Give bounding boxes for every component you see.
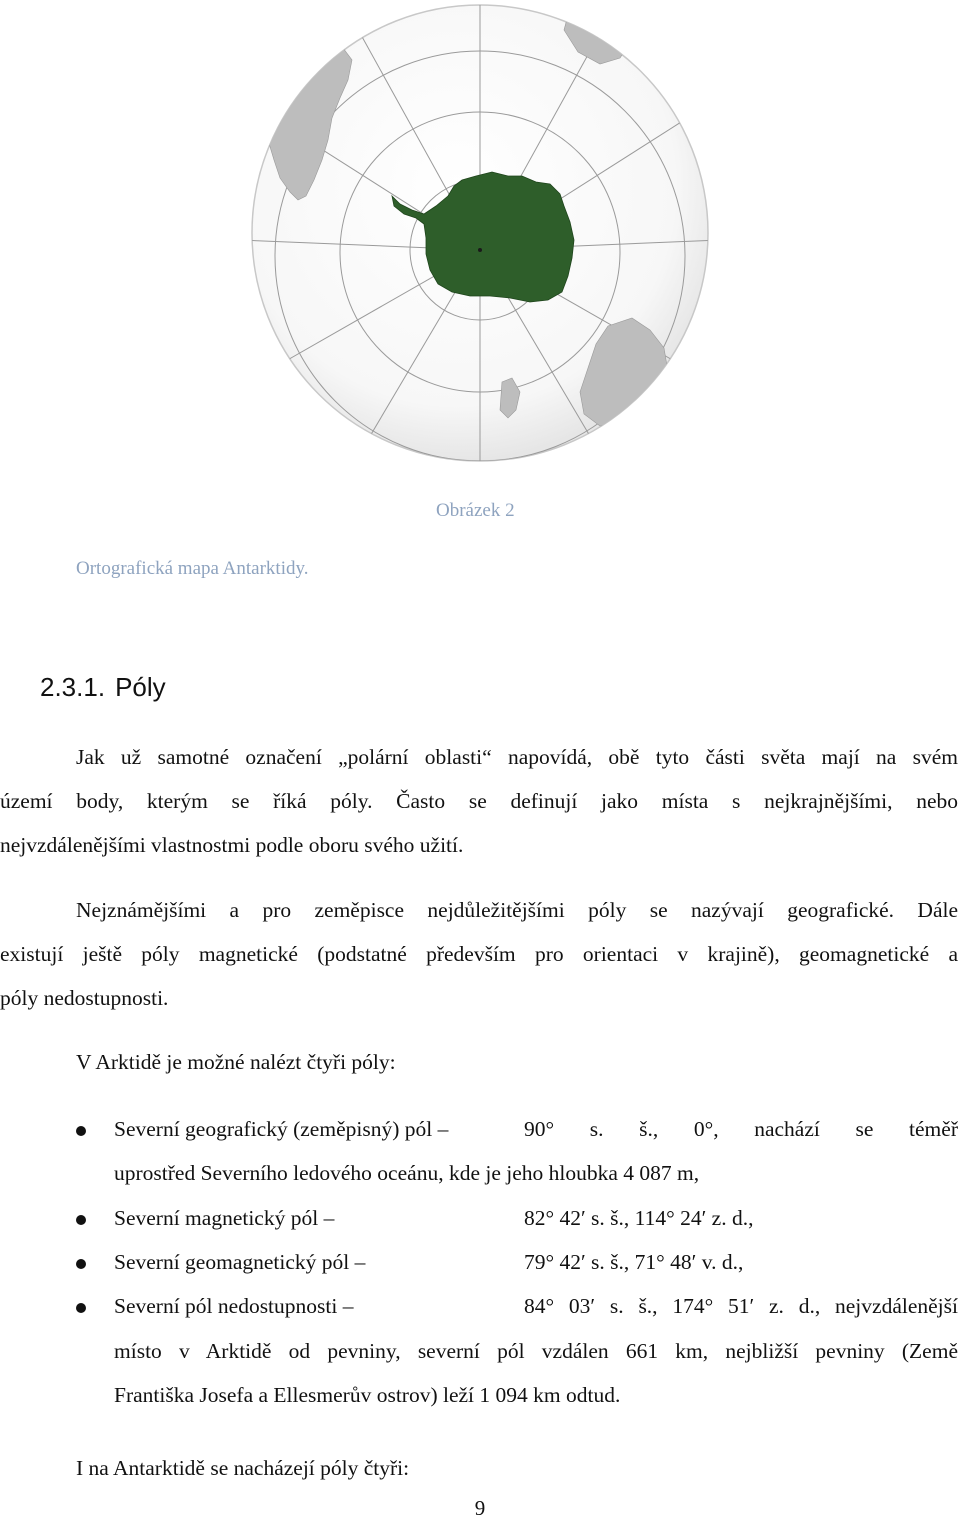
bullet-marker [76, 1126, 86, 1136]
bullet-1-value: 90° s. š., 0°, nachází se téměř [524, 1117, 958, 1141]
bullet-1-label: Severní geografický (zeměpisný) pól – [114, 1117, 449, 1141]
paragraph-3: V Arktidě je možné nalézt čtyři póly: [76, 1050, 396, 1074]
bullet-3-value: 79° 42′ s. š., 71° 48′ v. d., [524, 1250, 744, 1274]
figure-caption: Ortografická mapa Antarktidy. [76, 558, 309, 579]
bullet-4-continuation: Františka Josefa a Ellesmerův ostrov) leží 1 094 km odtud. [114, 1383, 621, 1407]
bullet-4-value: 84° 03′ s. š., 174° 51′ z. d., nejvzdálenější [524, 1294, 958, 1318]
bullet-2-value: 82° 42′ s. š., 114° 24′ z. d., [524, 1206, 754, 1230]
section-title: Póly [115, 672, 166, 702]
bullet-4-label: Severní pól nedostupnosti – [114, 1294, 354, 1318]
paragraph-1-line-1: Jak už samotné označení „polární oblasti“ napovídá, obě tyto části světa mají na svém [76, 745, 958, 769]
bullet-marker [76, 1215, 86, 1225]
bullet-3-label: Severní geomagnetický pól – [114, 1250, 366, 1274]
paragraph-2-line-2: existují ještě póly magnetické (podstatné především pro orientaci v krajině), geomagnetické a [0, 942, 958, 966]
figure-number: Obrázek 2 [436, 500, 515, 521]
south-pole-marker [478, 248, 482, 252]
bullet-1-continuation: uprostřed Severního ledového oceánu, kde je jeho hloubka 4 087 m, [114, 1161, 700, 1185]
bullet-marker [76, 1259, 86, 1269]
bullet-4-continuation: místo v Arktidě od pevniny, severní pól vzdálen 661 km, nejbližší pevniny (Země [114, 1339, 958, 1363]
paragraph-1-line-2: území body, kterým se říká póly. Často se definují jako místa s nejkrajnějšími, nebo [0, 789, 958, 813]
antarctica-orthographic-map [240, 0, 720, 470]
section-heading [40, 672, 166, 703]
bullet-marker [76, 1303, 86, 1313]
closing-paragraph: I na Antarktidě se nacházejí póly čtyři: [76, 1456, 410, 1480]
paragraph-1-line-3: nejvzdálenějšími vlastnostmi podle oboru svého užití. [0, 833, 464, 857]
paragraph-2-line-1: Nejznámějšími a pro zeměpisce nejdůležitějšími póly se nazývají geografické. Dále [76, 898, 958, 922]
bullet-2-label: Severní magnetický pól – [114, 1206, 335, 1230]
section-number: 2.3.1. [40, 672, 106, 702]
paragraph-2-line-3: póly nedostupnosti. [0, 986, 169, 1010]
page-number: 9 [474, 1496, 486, 1520]
